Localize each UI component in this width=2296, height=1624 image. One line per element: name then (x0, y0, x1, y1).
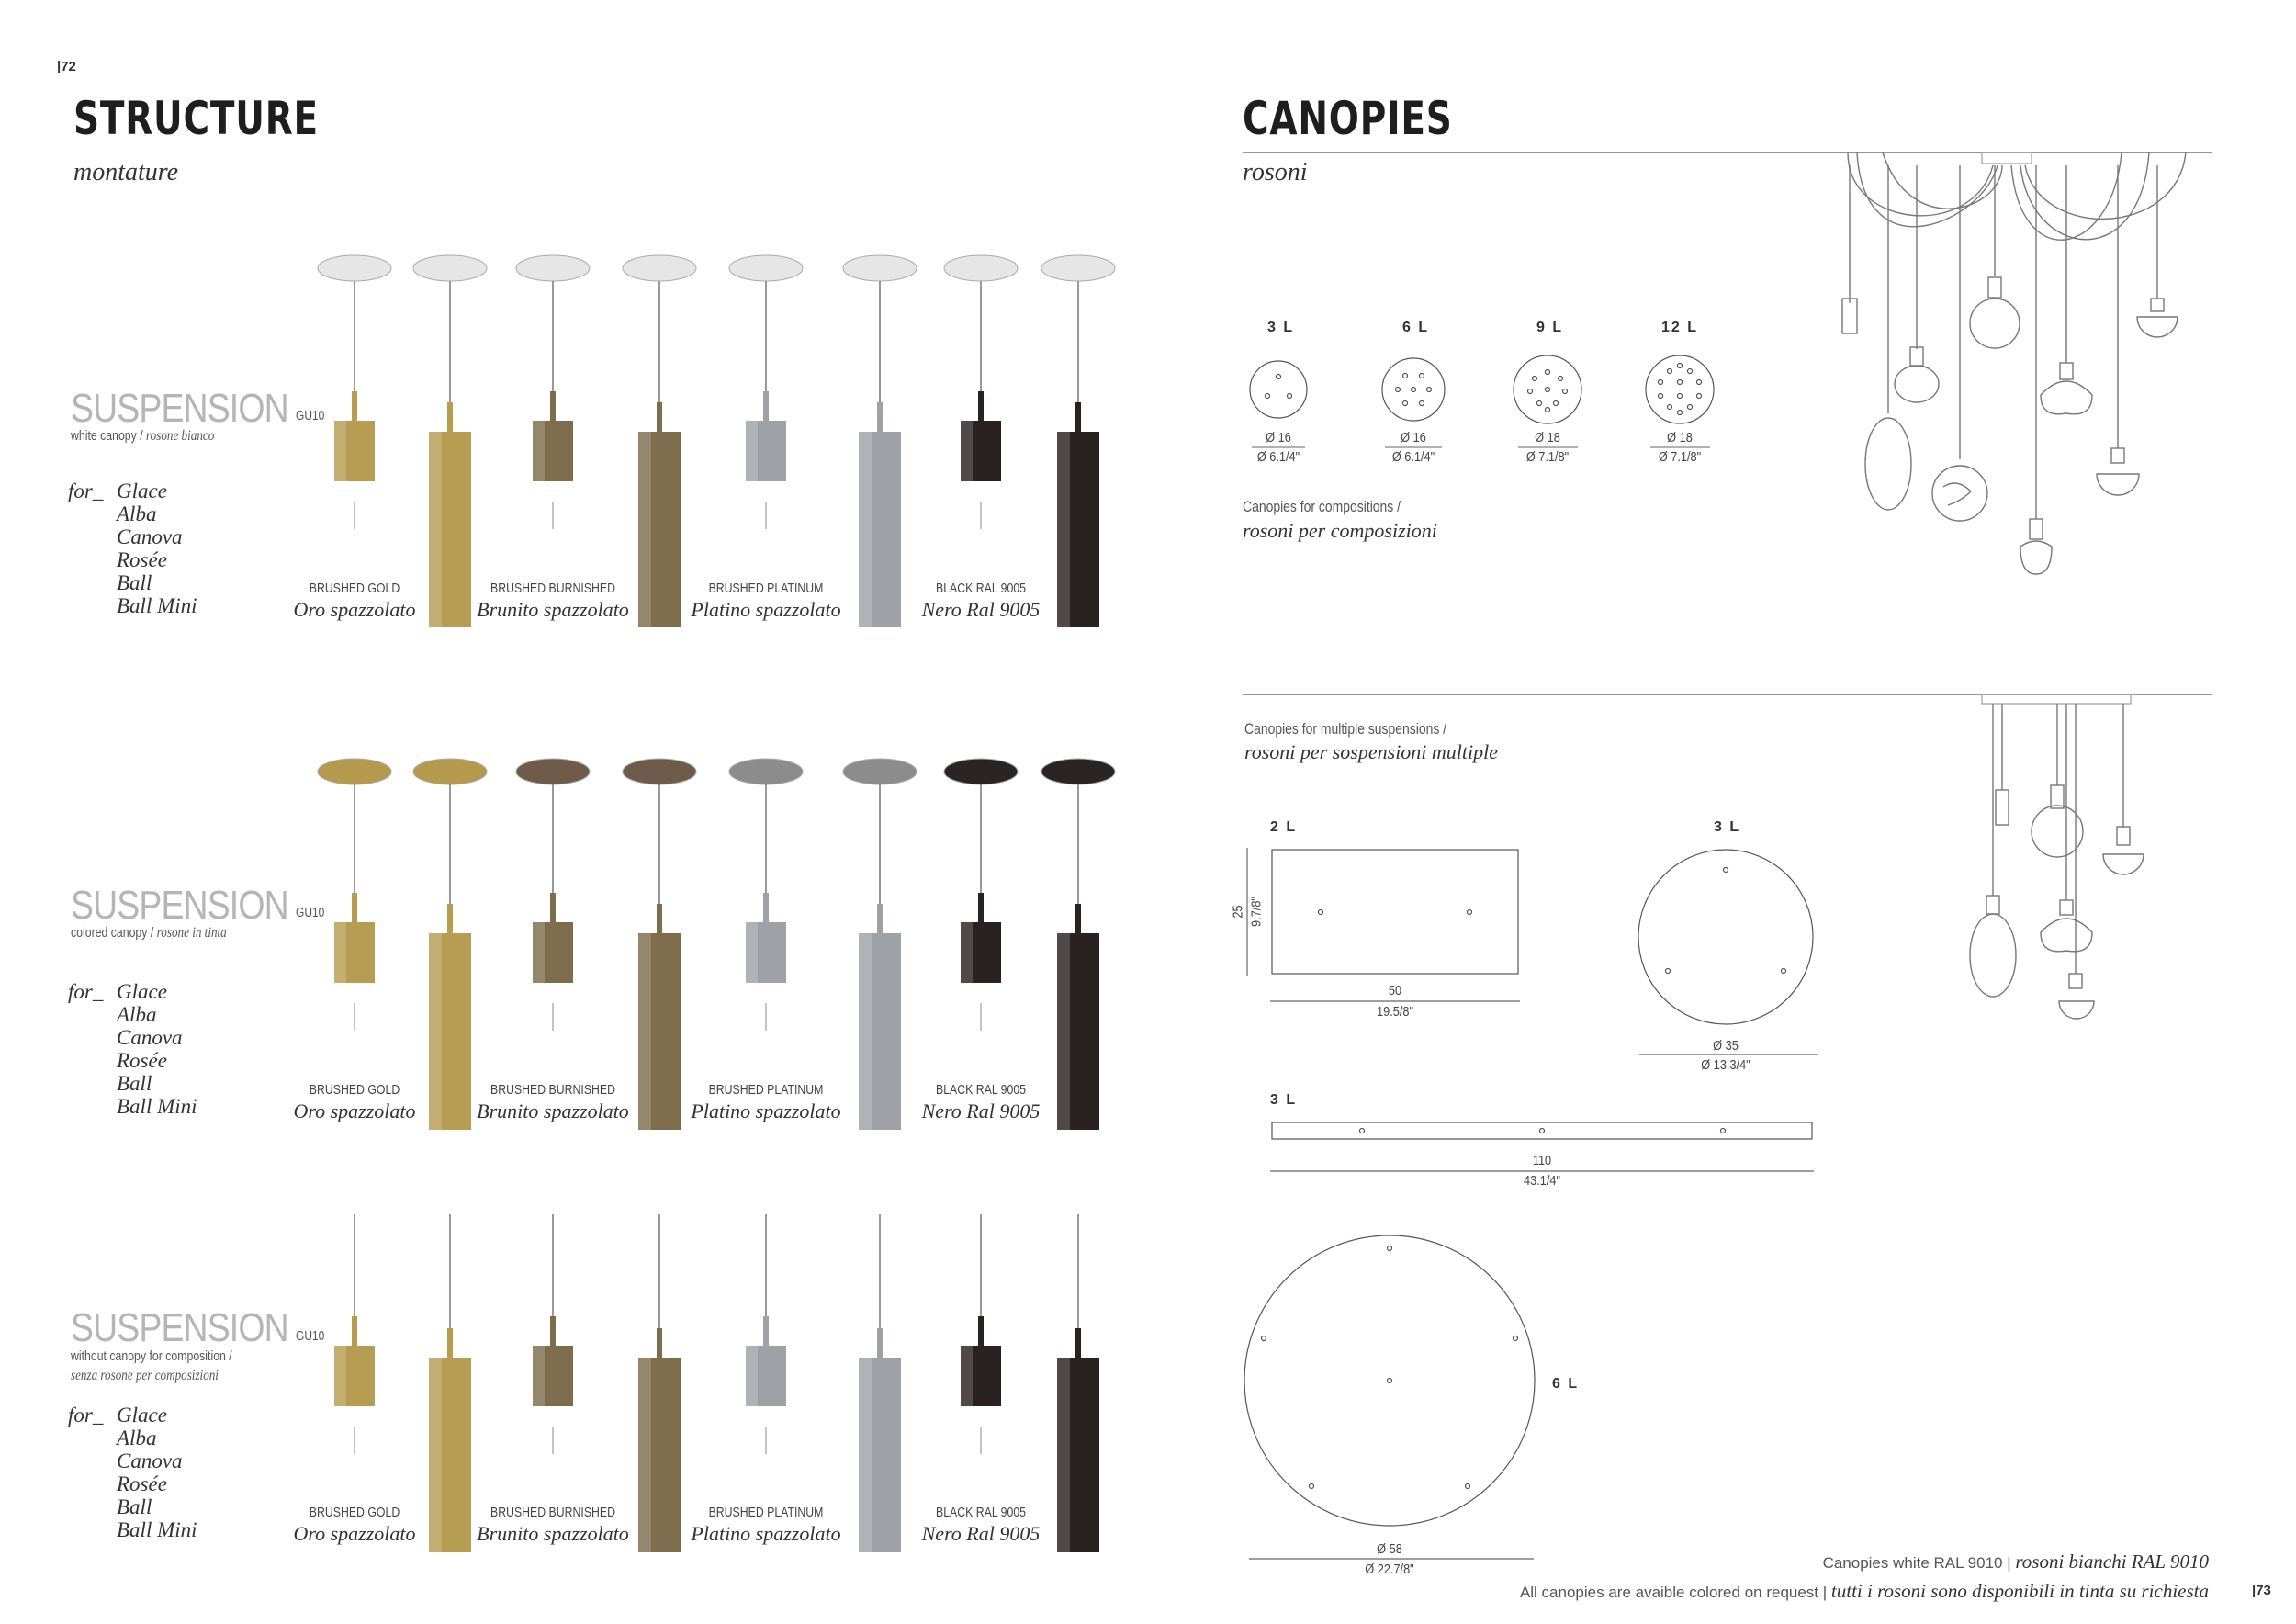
for-item: Alba (117, 1003, 157, 1026)
multi-pendant-composition-top (1243, 152, 2212, 574)
round-3l-inch: Ø 13.3/4" (1701, 1057, 1750, 1073)
bar-3l-cm: 110 (1532, 1153, 1552, 1168)
canopy-label-9l: 9 L (1536, 320, 1564, 335)
canopy-label-6l: 6 L (1402, 320, 1430, 335)
finish-name-en: BRUSHED PLATINUM (708, 1505, 824, 1520)
finish-name-en: BRUSHED PLATINUM (708, 581, 824, 596)
finish-name-en: BLACK RAL 9005 (935, 1505, 1027, 1520)
for-item: Glace (117, 980, 167, 1003)
for-item: Alba (117, 1427, 157, 1449)
finish-name-en: BRUSHED GOLD (309, 581, 400, 596)
section-desc-it: rosone in tinta (156, 925, 227, 941)
rect-2l-height-cm: 25 (1230, 905, 1246, 919)
dim-cm: Ø 18 (1667, 430, 1693, 445)
socket-label: GU10 (296, 408, 325, 423)
footer-line-2: All canopies are avaible colored on request | tutti i rosoni sono disponibili in tinta su richiesta (1519, 1580, 2209, 1602)
for-label: for_ (68, 479, 104, 502)
rect-2l-height-in: 9.7/8" (1248, 897, 1265, 927)
for-item: Ball Mini (117, 1095, 197, 1118)
section-heading: SUSPENSION (71, 883, 288, 928)
finish-name-en: BRUSHED GOLD (309, 1082, 400, 1098)
dim-cm: Ø 16 (1401, 430, 1426, 445)
finish-name-it: Nero Ral 9005 (921, 598, 1041, 621)
dim-inch: Ø 6.1/4" (1391, 449, 1435, 465)
compositions-caption-en: Canopies for compositions / (1243, 498, 1401, 515)
finish-name-it: Platino spazzolato (691, 598, 841, 621)
socket-label: GU10 (296, 1328, 325, 1344)
finish-name-it: Brunito spazzolato (477, 1100, 629, 1122)
for-item: Canova (117, 525, 183, 548)
round-6l-inch: Ø 22.7/8" (1365, 1562, 1414, 1577)
finish-name-it: Brunito spazzolato (477, 598, 629, 621)
section-desc-it: senza rosone per composizioni (71, 1368, 219, 1383)
for-item: Ball (117, 1495, 152, 1518)
finish-name-en: BLACK RAL 9005 (935, 1082, 1027, 1098)
for-item: Rosée (117, 548, 167, 571)
rect-2l-label: 2 L (1270, 819, 1298, 835)
page-number-left: |72 (57, 59, 76, 74)
for-item: Glace (117, 1404, 167, 1427)
footer-line-1: Canopies white RAL 9010 | rosoni bianchi RAL 9010 (1822, 1551, 2209, 1573)
for-item: Ball Mini (117, 594, 197, 617)
finish-name-it: Brunito spazzolato (477, 1522, 629, 1545)
finish-name-it: Oro spazzolato (293, 1100, 416, 1122)
finish-name-en: BLACK RAL 9005 (935, 581, 1027, 596)
page-title-canopies: CANOPIES (1243, 92, 1453, 145)
rect-2l-width-in: 19.5/8" (1377, 1004, 1413, 1020)
for-label: for_ (68, 980, 104, 1003)
for-item: Rosée (117, 1472, 167, 1495)
for-item: Alba (117, 502, 157, 525)
page-subtitle-rosoni: rosoni (1243, 158, 1308, 186)
finish-name-en: BRUSHED BURNISHED (490, 1505, 615, 1520)
finish-name-it: Nero Ral 9005 (921, 1100, 1041, 1122)
finish-name-it: Platino spazzolato (691, 1100, 841, 1122)
section-desc-en: colored canopy / (71, 925, 154, 941)
finish-name-en: BRUSHED BURNISHED (490, 581, 615, 596)
dim-cm: Ø 16 (1266, 430, 1291, 445)
for-item: Ball Mini (117, 1518, 197, 1541)
finish-name-it: Nero Ral 9005 (921, 1522, 1041, 1545)
finish-name-en: BRUSHED GOLD (309, 1505, 400, 1520)
round-6l-cm: Ø 58 (1377, 1541, 1402, 1557)
for-item: Canova (117, 1026, 183, 1049)
bar-3l-label: 3 L (1270, 1092, 1298, 1108)
dim-inch: Ø 7.1/8" (1658, 449, 1702, 465)
section-desc-en: without canopy for composition / (71, 1348, 232, 1364)
socket-label: GU10 (296, 905, 325, 920)
for-item: Ball (117, 1072, 152, 1095)
finish-name-en: BRUSHED PLATINUM (708, 1082, 824, 1098)
finish-name-it: Oro spazzolato (293, 598, 416, 621)
page-subtitle-montature: montature (73, 158, 179, 186)
finish-name-it: Platino spazzolato (691, 1522, 841, 1545)
multiple-caption-en: Canopies for multiple suspensions / (1244, 720, 1447, 738)
multiple-caption-it: rosoni per sospensioni multiple (1244, 740, 1499, 763)
dim-inch: Ø 6.1/4" (1256, 449, 1300, 465)
page-title-structure: STRUCTURE (73, 92, 319, 145)
for-item: Glace (117, 479, 167, 502)
multi-pendant-composition-bottom (1243, 694, 2212, 1019)
compositions-caption-it: rosoni per composizioni (1243, 519, 1437, 542)
for-item: Canova (117, 1449, 183, 1472)
for-label: for_ (68, 1404, 104, 1427)
section-heading: SUSPENSION (71, 386, 288, 431)
for-item: Rosée (117, 1049, 167, 1072)
round-3l-label: 3 L (1714, 819, 1741, 835)
dim-cm: Ø 18 (1535, 430, 1560, 445)
canopy-label-12l: 12 L (1661, 320, 1699, 335)
finish-name-it: Oro spazzolato (293, 1522, 416, 1545)
for-item: Ball (117, 571, 152, 594)
dim-inch: Ø 7.1/8" (1525, 449, 1570, 465)
finish-name-en: BRUSHED BURNISHED (490, 1082, 615, 1098)
page-number-right: |73 (2252, 1583, 2271, 1598)
canopy-label-3l: 3 L (1267, 320, 1295, 335)
bar-3l-inch: 43.1/4" (1524, 1173, 1560, 1189)
section-heading: SUSPENSION (71, 1305, 288, 1350)
rect-2l-width-cm: 50 (1388, 983, 1402, 998)
section-desc-en: white canopy / (71, 428, 143, 444)
round-6l-label: 6 L (1552, 1376, 1580, 1392)
round-3l-cm: Ø 35 (1713, 1038, 1739, 1054)
section-desc-it: rosone bianco (146, 428, 215, 444)
